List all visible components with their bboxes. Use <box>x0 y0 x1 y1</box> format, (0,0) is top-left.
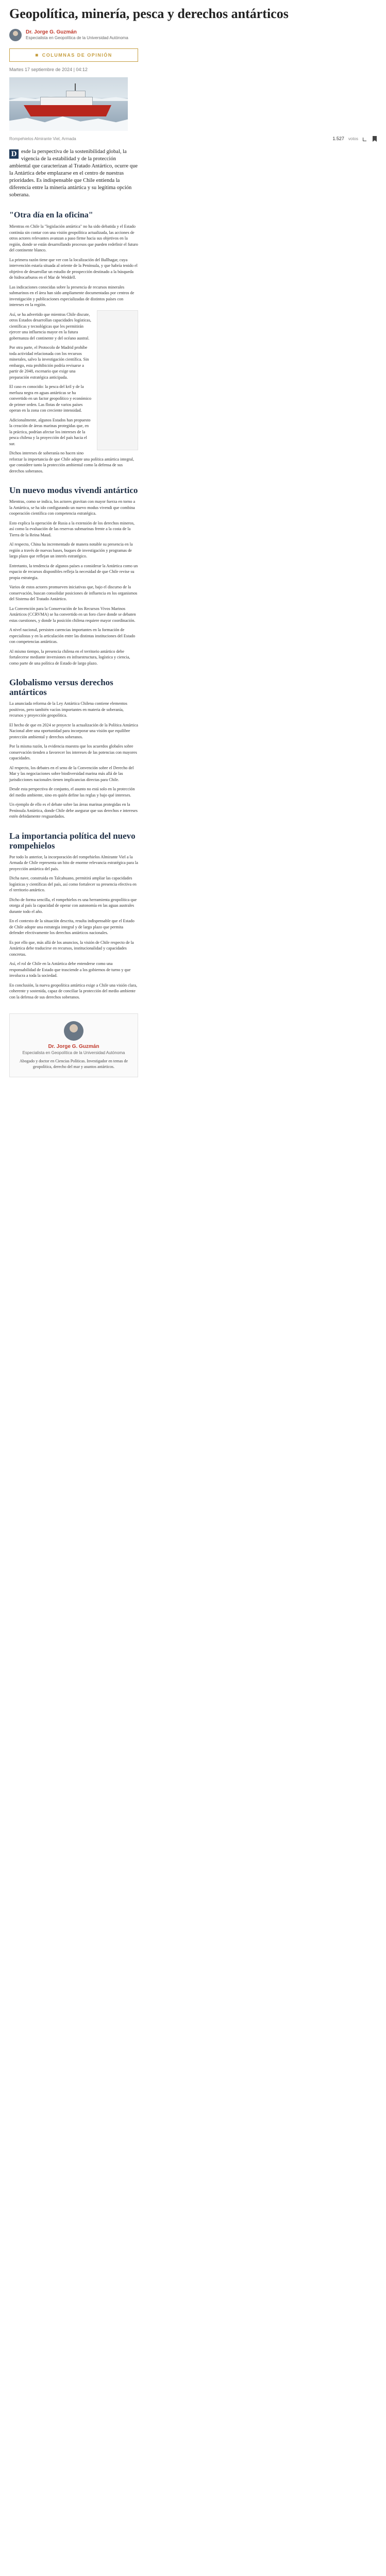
body-paragraph: El hecho de que en 2024 se proyecte la actualización de la Política Antártica Nacional abre una oportunidad para incorporar una visión que equilibre protección ambiental y derechos soberanos. <box>9 722 138 739</box>
lead-paragraph <box>9 148 138 199</box>
body-paragraph: Así, se ha advertido que mientras Chile discute, otros Estados desarrollan capacidades logísticas, científicas y tecnológicas que les permitirán ejercer una influencia mayor en la futura gobernanza del continente y del océano austral. <box>9 312 91 341</box>
body-paragraph: Varios de estos actores promueven iniciativas que, bajo el discurso de la conservación, buscan consolidar posiciones de influencia en los organismos del Sistema del Tratado Antártico. <box>9 585 138 601</box>
body-paragraph: Un ejemplo de ello es el debate sobre las áreas marinas protegidas en la Península Antártica, donde Chile debe asegurar que sus derechos e intereses estén debidamente resguardados. <box>9 802 138 819</box>
body-paragraph: Esto explica la operación de Rusia a la extensión de los derechos mineros, así como la evaluación de las reservas submarinas frente a la costa de la Tierra de la Reina Maud. <box>9 520 135 537</box>
author-name[interactable]: Dr. Jorge G. Guzmán <box>26 29 77 35</box>
body-paragraph: Dicha nave, construida en Talcahuano, permitirá ampliar las capacidades logísticas y científicas del país, así como fortalecer su presencia efectiva en el territorio antártico. <box>9 876 137 892</box>
body-paragraph: En el contexto de la situación descrita, resulta indispensable que el Estado de Chile adopte una estrategia integral y de largo plazo que permita defender efectivamente los derechos antárticos nacionales. <box>9 919 135 935</box>
body-paragraph: La primera razón tiene que ver con la localización del Ballhagar, cuya intervención estaría situada al oriente de la Península, y que habría tenido el objetivo de desarrollar un estudio de prospección destinado a la búsqueda de hidrocarburos en el Mar de Weddell. <box>9 257 138 280</box>
bookmark-icon[interactable] <box>372 136 377 141</box>
hero-ice-foreground <box>9 116 128 131</box>
share-count-label: votos <box>348 136 358 141</box>
body-paragraph: La Convención para la Conservación de los Recursos Vivos Marinos Antárticos (CCRVMA) se ha convertido en un foro clave donde se debaten estas cuestiones, y donde la posición chilena requiere mayor coordinación. <box>9 606 136 623</box>
author-box-bio: Abogado y doctor en Ciencias Políticas. Investigador en temas de geopolítica, derecho del mar y asuntos antárticos. <box>19 1059 128 1069</box>
body-paragraph: Al respecto, los debates en el seno de la Convención sobre el Derecho del Mar y las negociaciones sobre biodiversidad marina más allá de las jurisdicciones nacionales tienen implicancias directas para Chile. <box>9 765 134 782</box>
body-paragraph: El caso es conocido: la pesca del kril y de la merluza negra en aguas antárticas se ha convertido en un factor geopolítico y económico de primer orden. Las flotas de varios países operan en la zona con creciente intensidad. <box>9 384 92 413</box>
body-paragraph: Entretanto, la tendencia de algunos países a considerar la Antártica como un espacio de recursos disponibles refleja la necesidad de que Chile revise su propia estrategia. <box>9 563 138 580</box>
body-paragraph: Así, el rol de Chile en la Antártica debe entenderse como una responsabilidad de Estado que trasciende a los gobiernos de turno y que involucra a toda la sociedad. <box>9 961 131 978</box>
body-paragraph: Las indicaciones conocidas sobre la presencia de recursos minerales submarinos en el área han sido ampliamente documentadas por centros de investigación y publicaciones especializadas de distintos países con intereses en la región. <box>9 284 135 307</box>
body-paragraph: Al respecto, China ha incrementado de manera notable su presencia en la región a través de nuevas bases, buques de investigación y programas de largo plazo que reflejan un interés estratégico. <box>9 542 133 558</box>
hero-image <box>9 77 128 131</box>
body-paragraph: A nivel nacional, persisten carencias importantes en la formación de especialistas y en la articulación entre las distintas instituciones del Estado con competencias antárticas. <box>9 628 136 644</box>
body-paragraph: Por otra parte, el Protocolo de Madrid prohíbe toda actividad relacionada con los recursos minerales, salvo la investigación científica. Sin embargo, esta prohibición podría revisarse a partir de 2048, escenario que exige una preparación estratégica anticipada. <box>9 345 89 380</box>
author-bio-box <box>9 1013 138 1077</box>
lead-text: esde la perspectiva de la sostenibilidad global, la vigencia de la estabilidad y de la protección ambiental que caracterizan al Tratado Antártico, ocurre que la Antártica debe emplazarse en el centro de nuestras prioridades. Es indispensable que Chile entienda la diferencia entre la minería antártica y su legítima opción soberana. <box>9 149 138 198</box>
section-opinion-button[interactable] <box>9 48 138 62</box>
article-body <box>9 210 138 1077</box>
section-marker-icon: ■ <box>35 52 39 58</box>
section-opinion-label: COLUMNAS DE OPINIÓN <box>42 53 112 58</box>
author-box-role: Especialista en Geopolítica de la Universidad Autónoma <box>22 1050 125 1055</box>
body-paragraph: Adicionalmente, algunos Estados han propuesto la creación de áreas marinas protegidas que, en la práctica, podrían afectar los intereses de la pesca chilena y la proyección del país hacia el sur. <box>9 417 91 446</box>
share-actions <box>332 136 377 141</box>
author-role: Especialista en Geopolítica de la Universidad Autónoma <box>26 36 128 40</box>
body-paragraph: Mientras, como se indica, los actores gravitan con mayor fuerza en torno a la Antártica, se ha ido configurando un nuevo modus vivendi que combina cooperación científica con competencia estratégica. <box>9 499 136 516</box>
body-paragraph: Por todo lo anterior, la incorporación del rompehielos Almirante Viel a la Armada de Chile representa un hito de enorme relevancia estratégica para la proyección antártica del país. <box>9 854 138 871</box>
dropcap-letter: D <box>9 149 19 159</box>
body-paragraph: La anunciada reforma de la Ley Antártica Chilena contiene elementos positivos, pero también vacíos importantes en materia de soberanía, recursos y proyección geopolítica. <box>9 701 127 718</box>
body-paragraph: En conclusión, la nueva geopolítica antártica exige a Chile una visión clara, coherente y sostenida, capaz de conciliar la protección del medio ambiente con la defensa de sus derechos soberanos. <box>9 982 138 999</box>
body-paragraph: Es por ello que, más allá de los anuncios, la visión de Chile respecto de la Antártica debe traducirse en recursos, institucionalidad y capacidades concretas. <box>9 940 134 957</box>
image-caption-row <box>9 136 377 141</box>
author-box-avatar[interactable] <box>64 1021 83 1041</box>
body-paragraph: Por la misma razón, la evidencia muestra que los acuerdos globales sobre conservación tienden a favorecer los intereses de las potencias con mayores capacidades. <box>9 744 137 760</box>
body-paragraph: Al mismo tiempo, la presencia chilena en el territorio antártico debe fortalecerse mediante inversiones en infraestructura, logística y ciencia, como parte de una política de Estado de largo plazo. <box>9 649 130 666</box>
image-caption: Rompehielos Almirante Viel, Armada <box>9 136 76 141</box>
section-heading: Un nuevo modus vivendi antártico <box>9 485 138 495</box>
hero-ship-hull <box>24 105 111 116</box>
author-avatar[interactable] <box>9 29 22 41</box>
section-heading: La importancia política del nuevo rompehielos <box>9 831 136 851</box>
section-heading: "Otra día en la oficina" <box>9 211 93 219</box>
body-paragraph: Mientras en Chile la "legislación antártica" no ha sido debatida y el Estado continúa sin contar con una visión geopolítica actualizada, las acciones de otros actores relevantes avanzan a paso firme hacia sus objetivos en la región, donde se están desarrollando procesos que pueden redefinir el futuro del continente blanco. <box>9 224 138 252</box>
author-box-name[interactable]: Dr. Jorge G. Guzmán <box>48 1044 99 1049</box>
body-paragraph: Dicho de forma sencilla, el rompehielos es una herramienta geopolítica que otorga al país la capacidad de operar con autonomía en las aguas australes durante todo el año. <box>9 897 137 914</box>
article-title: Geopolítica, minería, pesca y derechos antárticos <box>9 6 289 21</box>
author-byline[interactable] <box>9 29 377 41</box>
share-count: 1.527 <box>332 136 344 141</box>
section-heading: Globalismo versus derechos antárticos <box>9 677 113 697</box>
share-icon[interactable] <box>362 136 367 141</box>
publish-date: Martes 17 septiembre de 2024 | 04:12 <box>9 67 88 72</box>
body-paragraph: Desde esta perspectiva de conjunto, el asunto no está solo en la protección del medio ambiente, sino en quién define las reglas y bajo qué intereses. <box>9 787 135 798</box>
hero-ship-mast <box>75 83 76 91</box>
inline-ad-slot <box>97 310 138 450</box>
body-paragraph: Dichos intereses de soberanía no hacen sino reforzar la importancia de que Chile adopte una política antártica integral, que considere tanto la protección ambiental como la defensa de sus derechos soberanos. <box>9 451 135 473</box>
